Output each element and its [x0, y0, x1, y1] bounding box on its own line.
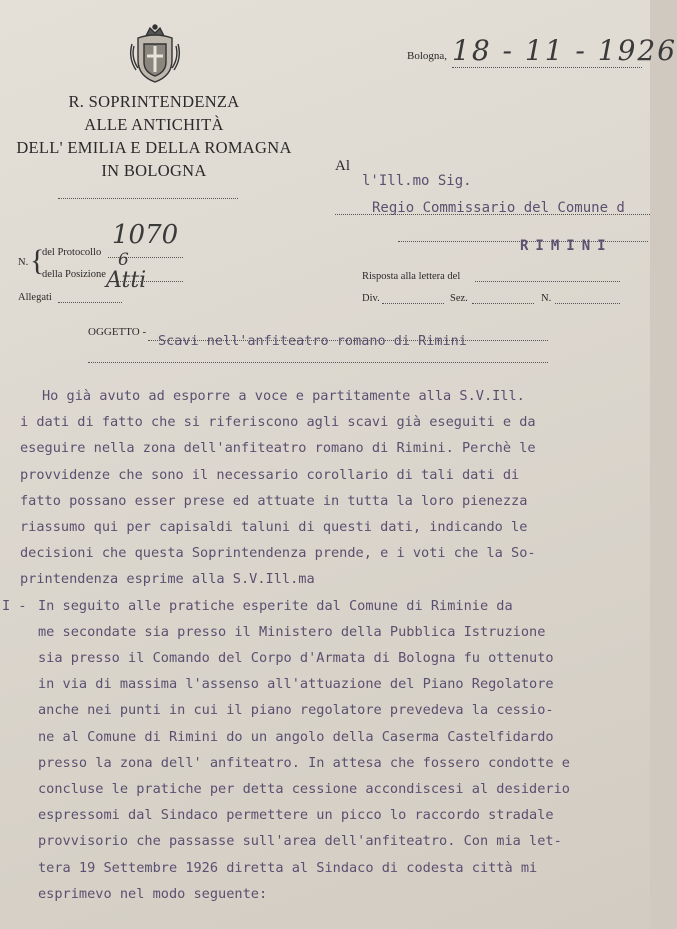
body-line: decisioni che questa Soprintendenza prende, e i voti che la So- — [20, 545, 536, 562]
allegati-line — [58, 302, 122, 303]
subject-line — [148, 340, 548, 341]
letterhead-line: IN BOLOGNA — [101, 161, 207, 180]
royal-crest-icon — [128, 24, 182, 84]
protocollo-label: del Protocollo — [42, 247, 102, 258]
letterhead — [14, 90, 294, 182]
n2-line — [555, 303, 620, 304]
subject-line — [88, 362, 548, 363]
section-marker: I - — [2, 597, 27, 614]
body-line: provvisorio che passasse sull'area dell'anfiteatro. Con mia let- — [38, 833, 562, 850]
recipient-rule — [335, 214, 650, 215]
protocollo-value: 1070 — [112, 220, 179, 250]
recipient-prefix: Al — [335, 158, 350, 174]
body-line: fatto possano esser prese ed attuate in tutta la loro pienezza — [20, 492, 528, 509]
risposta-label: Risposta alla lettera del — [362, 271, 461, 282]
body-line: in via di massima l'assenso all'attuazione del Piano Regolatore — [38, 676, 554, 693]
place-label: Bologna, — [407, 50, 448, 62]
body-line: esprimevo nel modo seguente: — [38, 885, 268, 902]
letterhead-line: R. SOPRINTENDENZA — [68, 92, 240, 111]
allegati-value: Atti — [106, 268, 147, 293]
letterhead-divider — [58, 198, 238, 199]
n-label: N. — [18, 257, 29, 268]
body-line: printendenza esprime alla S.V.Ill.ma — [20, 571, 315, 588]
body-line: espressomi dal Sindaco permettere un picco lo raccordo stradale — [38, 807, 554, 824]
letterhead-line: DELL' EMILIA E DELLA ROMAGNA — [16, 138, 292, 157]
body-line — [2, 593, 650, 619]
body-line: provvidenze che sono il necessario corollario di tali dati di — [20, 466, 520, 483]
div-label: Div. — [362, 293, 380, 304]
body-line: i dati di fatto che si riferiscono agli scavi già eseguiti e da — [20, 414, 536, 431]
n2-label: N. — [541, 293, 552, 304]
body-line-text: In seguito alle pratiche esperite dal Comune di Riminie da — [38, 597, 513, 614]
recipient-line: Regio Commissario del Comune d — [372, 200, 625, 216]
allegati-label: Allegati — [18, 292, 52, 303]
brace-icon: { — [30, 244, 45, 277]
handwritten-date: 18 - 11 - 1926 — [452, 34, 677, 67]
recipient-line: l'Ill.mo Sig. — [362, 173, 472, 189]
body-line: presso la zona dell' anfiteatro. In attesa che fossero condotte e — [38, 754, 570, 771]
div-line — [382, 303, 444, 304]
body-line: riassumo qui per capisaldi taluni di questi dati, indicando le — [20, 519, 528, 536]
date-line — [452, 67, 642, 68]
subject-value: Scavi nell'anfiteatro romano di Rimini — [158, 333, 467, 349]
posizione-label: della Posizione — [42, 269, 106, 280]
posizione-value: 6 — [118, 250, 129, 270]
body-line: anche nei punti in cui il piano regolatore prevedeva la cessio- — [38, 702, 554, 719]
body-line: tera 19 Settembre 1926 diretta al Sindaco di codesta città mi — [38, 859, 538, 876]
body-line: eseguire nella zona dell'anfiteatro romano di Rimini. Perchè le — [20, 440, 536, 457]
letter-body — [2, 383, 650, 907]
body-line: ne al Comune di Rimini do un angolo della Caserma Castelfidardo — [38, 728, 554, 745]
body-line: concluse le pratiche per detta cessione accondiscesi al desiderio — [38, 781, 570, 798]
sez-label: Sez. — [450, 293, 468, 304]
body-line: me secondate sia presso il Ministero della Pubblica Istruzione — [38, 623, 546, 640]
risposta-line — [475, 281, 620, 282]
sez-line — [472, 303, 534, 304]
body-line: sia presso il Comando del Corpo d'Armata di Bologna fu ottenuto — [38, 650, 554, 667]
letterhead-line: ALLE ANTICHITÀ — [84, 115, 224, 134]
subject-label: OGGETTO - — [88, 326, 147, 338]
recipient-city: RIMINI — [520, 238, 613, 254]
body-line: Ho già avuto ad esporre a voce e partitamente alla S.V.Ill. — [42, 388, 525, 404]
